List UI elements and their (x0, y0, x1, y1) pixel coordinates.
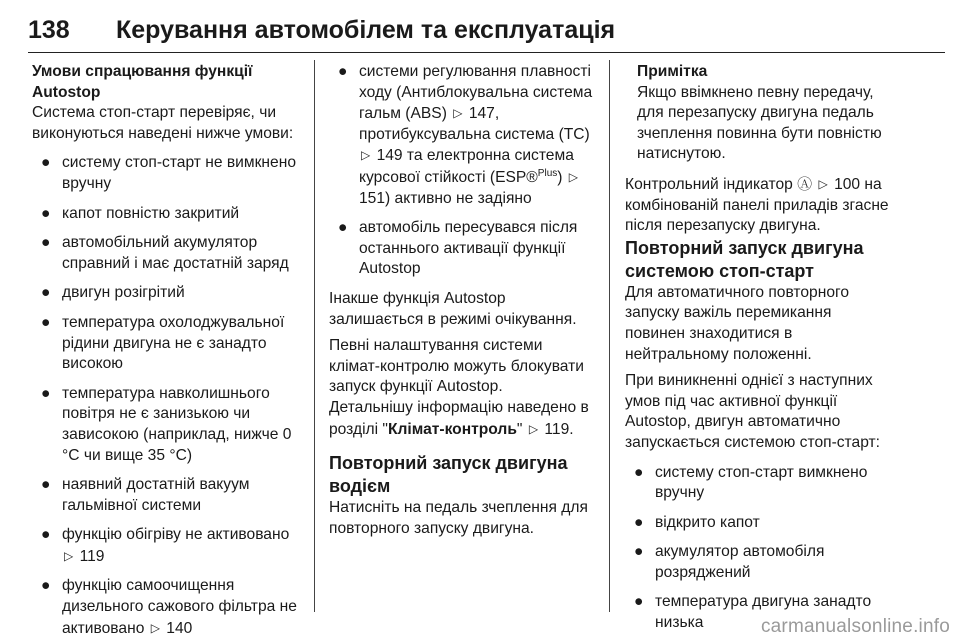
bullet-icon: ● (338, 63, 348, 80)
column-1 (32, 62, 304, 639)
page-reference: 100 на комбінованій панелі приладів згасне після перезапуску двигуна. (625, 175, 889, 235)
column-2 (329, 62, 597, 539)
paragraph: Натисніть на педаль зчеплення для повторного запуску двигуна. (329, 499, 588, 537)
list-item: ● функцію самоочищення дизельного сажового фільтра не активовано ▷ 140 (41, 577, 297, 637)
bullet-icon: ● (41, 154, 51, 172)
list-item: ● наявний достатній вакуум гальмівної системи (41, 476, 250, 514)
bullet-icon: ● (41, 384, 51, 402)
paragraph: Детальнішу інформацію наведено в розділі "Клімат-контроль" ▷ 119. (329, 398, 589, 438)
conditions-list (32, 153, 304, 639)
superscript-plus: Plus (537, 167, 558, 179)
paragraph: Контрольний індикатор Ⓐ ▷ 100 на комбінованій панелі приладів згасне після перезапуску двигуна. (625, 175, 889, 235)
page-reference-icon: ▷ (528, 421, 539, 436)
list-item: ● автомобільний акумулятор справний і має достатній заряд (41, 234, 289, 272)
list-item: ● температура охолоджувальної рідини двигуна не є занадто високою (41, 313, 285, 373)
bullet-icon: ● (41, 313, 51, 331)
list-item: ● температура двигуна занадто низька (634, 593, 872, 632)
bullet-icon: ● (634, 543, 644, 561)
list-item: ● систему стоп-старт вимкнено вручну (634, 463, 868, 502)
page-reference[interactable]: 119. (544, 420, 574, 438)
section-heading: Повторний запуск двигуна системою стоп-старт (625, 237, 864, 281)
restart-conditions-list (625, 463, 893, 634)
note-title: Примітка (637, 63, 708, 80)
page-reference-icon: ▷ (818, 176, 828, 191)
autostop-indicator-icon: Ⓐ (797, 175, 813, 193)
page-reference-icon: ▷ (64, 548, 74, 563)
paragraph: Інакше функція Autostop залишається в режимі очікування. (329, 289, 577, 328)
bullet-icon: ● (41, 526, 51, 544)
page-reference[interactable]: 119 (79, 547, 105, 565)
note-box (625, 62, 893, 165)
page-reference[interactable]: 147, (468, 105, 500, 123)
watermark: carmanualsonline.info (760, 616, 950, 637)
list-item: ● капот повністю закритий (32, 204, 304, 225)
bullet-icon: ● (634, 463, 644, 481)
section-link[interactable]: Клімат-контроль (387, 420, 517, 438)
list-item: ● системи регулювання плавності ходу (Антиблокувальна система гальм (ABS) ▷ 147, протибуксувальна система (TC) ▷ 149 та електронна система курсової стійкості (ESP®$^{Plus}$) ▷ 151) активно не задіяно (338, 63, 593, 207)
column-divider (609, 60, 610, 612)
page-header (28, 16, 943, 56)
page-number: 138 (28, 16, 70, 44)
page-reference-icon: ▷ (361, 148, 371, 163)
page-reference[interactable]: 149 та електронна система курсової стійкості (ESP® (359, 147, 574, 186)
list-item: ● двигун розігрітий (32, 283, 304, 304)
page-reference-icon: ▷ (453, 106, 463, 121)
bullet-icon: ● (41, 476, 51, 494)
section-heading: Повторний запуск двигуна водієм (329, 453, 568, 497)
header-divider (28, 52, 945, 53)
intro-paragraph: Система стоп-старт перевіряє, чи виконуються наведені нижче умови: (32, 104, 294, 142)
bullet-icon: ● (634, 513, 644, 531)
page-reference-icon: ▷ (568, 169, 579, 184)
bullet-icon: ● (41, 284, 51, 302)
column-3 (625, 62, 893, 634)
section-subheading: Умови спрацювання функції Autostop (32, 63, 253, 101)
list-item: ● відкрито капот (625, 513, 893, 534)
list-item: ● систему стоп-старт не вимкнено вручну (41, 154, 297, 192)
paragraph: При виникненні однієї з наступних умов під час активної функції Autostop, двигун автоматично запускається системою стоп-старт: (625, 372, 880, 451)
bullet-icon: ● (338, 219, 348, 237)
bullet-icon: ● (634, 593, 644, 611)
list-item: ● автомобіль пересувався після останнього активації функції Autostop (338, 219, 578, 278)
note-text: Якщо ввімкнено певну передачу, для перезапуску двигуна педаль зчеплення повинна бути повністю натиснутою. (637, 83, 882, 163)
page-reference[interactable]: 151) активно не задіяно (359, 189, 532, 207)
bullet-icon: ● (41, 577, 51, 595)
page-reference[interactable]: 140 (166, 619, 193, 637)
bullet-icon: ● (41, 204, 51, 222)
column-divider (314, 60, 315, 612)
list-item: ● температура навколишнього повітря не є занизькою чи зависокою (наприклад, нижче 0 °C чи вище 35 °C) (41, 384, 292, 464)
bullet-icon: ● (41, 234, 51, 252)
conditions-list-continued (329, 62, 597, 280)
page-reference-icon: ▷ (150, 620, 160, 635)
list-item: ● акумулятор автомобіля розряджений (634, 543, 825, 581)
list-item: ● функцію обігріву не активовано ▷ 119 (41, 526, 290, 565)
paragraph: Для автоматичного повторного запуску важіль перемикання повинен знаходитися в нейтральному положенні. (625, 283, 850, 363)
paragraph: Певні налаштування системи клімат-контролю можуть блокувати запуск функції Autostop. (329, 337, 584, 396)
page-title: Керування автомобілем та експлуатація (116, 16, 616, 44)
